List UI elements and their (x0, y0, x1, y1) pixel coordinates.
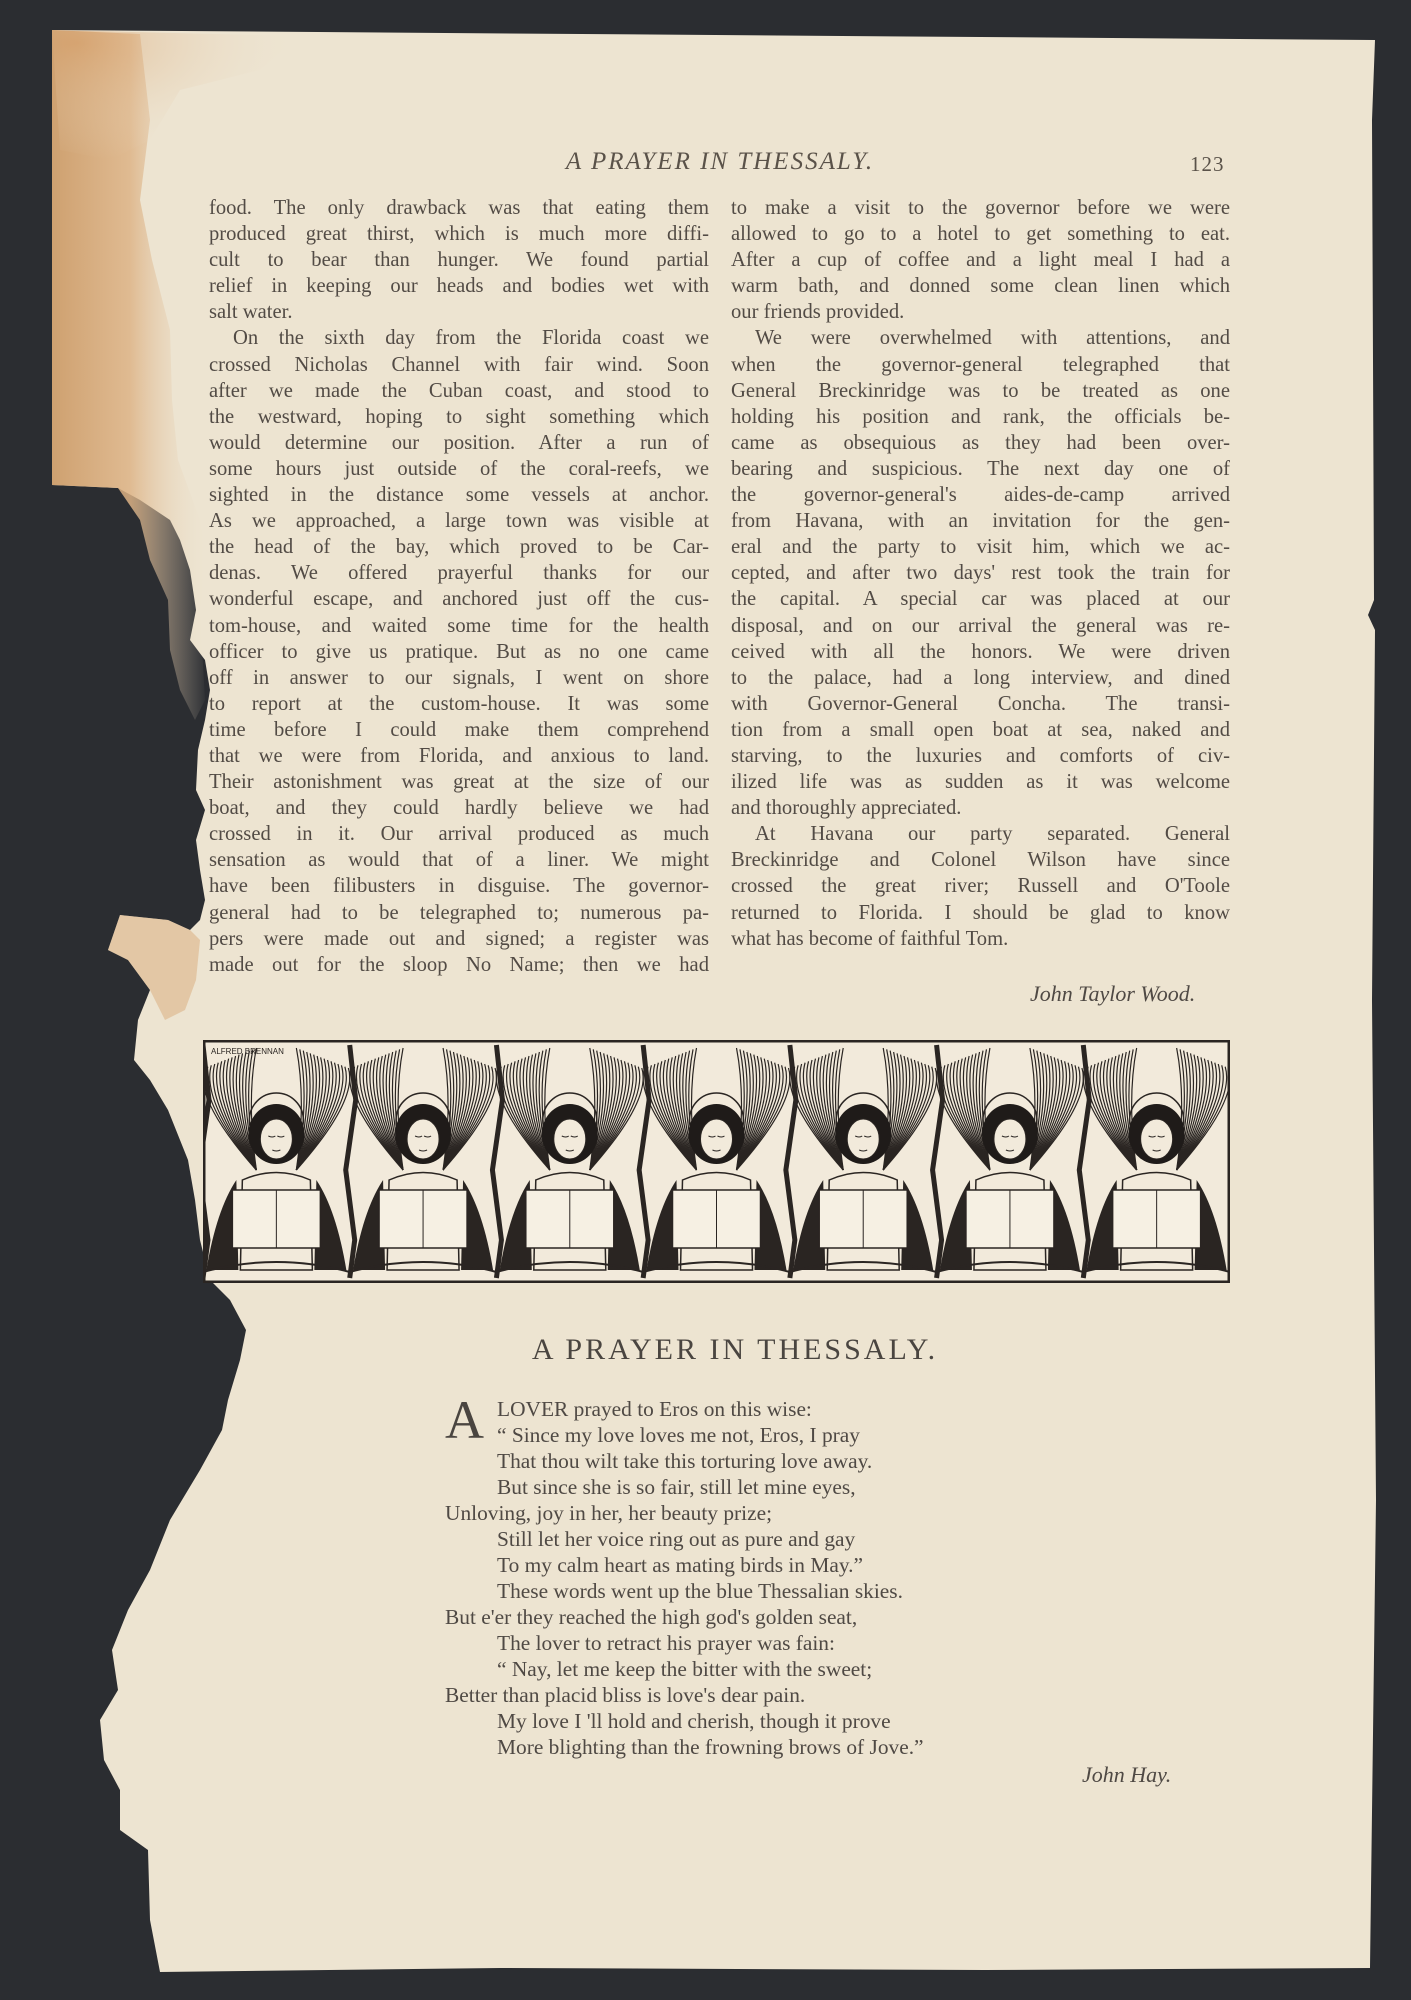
running-title: A PRAYER IN THESSALY. (565, 148, 875, 175)
article-line: with Governor-General Concha. The transi- (731, 692, 1230, 715)
poem-line: Better than placid bliss is love's dear pain. (445, 1683, 806, 1707)
article-line: after we made the Cuban coast, and stood to (209, 379, 709, 402)
poem-line: To my calm heart as mating birds in May.” (497, 1553, 864, 1577)
article-line: the westward, hoping to sight something which (209, 405, 709, 428)
poem-body (445, 1396, 1065, 1760)
article-line: our friends provided. (731, 301, 905, 324)
poem-author-signature: John Hay. (1082, 1762, 1172, 1787)
poem-line: Unloving, joy in her, her beauty prize; (445, 1501, 773, 1525)
poem-line: Still let her voice ring out as pure and gay (497, 1527, 856, 1551)
article-line: Their astonishment was great at the size of our (209, 771, 709, 794)
article-line: ilized life was as sudden as it was welcome (731, 771, 1230, 794)
article-line: returned to Florida. I should be glad to know (731, 901, 1230, 924)
article-line: some hours just outside of the coral-reefs, we (209, 457, 709, 480)
article-line: On the sixth day from the Florida coast we (233, 327, 709, 350)
article-line: pers were made out and signed; a register was (209, 927, 709, 950)
article-line: We were overwhelmed with attentions, and (755, 327, 1230, 350)
article-line: starving, to the luxuries and comforts of civ- (731, 744, 1230, 767)
article-line: cult to bear than hunger. We found partial (209, 249, 709, 272)
article-author-signature: John Taylor Wood. (1030, 981, 1196, 1006)
article-line: disposal, and on our arrival the general was re- (731, 614, 1230, 637)
poem-line: But e'er they reached the high god's golden seat, (445, 1605, 858, 1629)
article-line: tion from a small open boat at sea, naked and (731, 718, 1230, 741)
article-line: to report at the custom-house. It was some (209, 692, 709, 715)
article-line: officer to give us pratique. But as no one came (209, 640, 709, 663)
poem-line: That thou wilt take this torturing love away. (497, 1449, 873, 1473)
article-line: time before I could make them comprehend (209, 718, 709, 741)
article-line: and thoroughly appreciated. (731, 797, 962, 820)
poem-line: But since she is so fair, still let mine eyes, (497, 1475, 856, 1499)
article-line: ceived with all the honors. We were driven (731, 640, 1230, 663)
article-line: have been filibusters in disguise. The governor- (209, 875, 709, 898)
poem-line: These words went up the blue Thessalian skies. (497, 1579, 903, 1603)
article-line: made out for the sloop No Name; then we had (209, 953, 709, 976)
poem-line: More blighting than the frowning brows of Jove.” (497, 1735, 924, 1759)
article-line: what has become of faithful Tom. (731, 927, 1009, 950)
article-line: sensation as would that of a liner. We might (209, 849, 709, 872)
article-line: to the palace, had a long interview, and dined (731, 666, 1230, 689)
poem-dropcap: A (445, 1390, 484, 1450)
article-left-column (209, 195, 709, 978)
article-line: cepted, and after two days' rest took the train for (731, 562, 1230, 585)
article-line: crossed the great river; Russell and O'Toole (731, 875, 1230, 898)
article-line: eral and the party to visit him, which we ac- (731, 536, 1230, 559)
article-line: the head of the bay, which proved to be Car- (209, 536, 709, 559)
poem-line: “ Since my love loves me not, Eros, I pray (497, 1423, 860, 1447)
article-line: denas. We offered prayerful thanks for our (209, 562, 709, 585)
article-line: the capital. A special car was placed at our (731, 588, 1230, 611)
article-line: boat, and they could hardly believe we had (209, 797, 709, 820)
article-line: the governor-general's aides-de-camp arrived (731, 484, 1230, 507)
article-line: crossed in it. Our arrival produced as much (209, 823, 709, 846)
article-line: food. The only drawback was that eating them (209, 197, 709, 219)
article-line: At Havana our party separated. General (755, 823, 1230, 846)
article-line: crossed Nicholas Channel with fair wind. Soon (209, 353, 709, 376)
article-line: general had to be telegraphed to; numerous pa- (209, 901, 709, 924)
article-line: from Havana, with an invitation for the gen- (731, 510, 1230, 533)
poem-line: “ Nay, let me keep the bitter with the sweet; (497, 1657, 873, 1681)
article-line: holding his position and rank, the officials be- (731, 405, 1230, 428)
article-line: allowed to go to a hotel to get something to eat. (731, 223, 1230, 246)
article-line: that we were from Florida, and anxious to land. (209, 744, 709, 767)
article-line: After a cup of coffee and a light meal I had a (731, 249, 1230, 272)
poem-line: LOVER prayed to Eros on this wise: (497, 1397, 812, 1421)
article-line: came as obsequious as they had been over- (731, 431, 1230, 454)
article-line: As we approached, a large town was visible at (209, 510, 709, 533)
angel-choir-illustration (203, 1040, 1230, 1283)
article-line: wonderful escape, and anchored just off the cus- (209, 588, 709, 611)
poem-line: The lover to retract his prayer was fain: (497, 1631, 835, 1655)
article-line: would determine our position. After a run of (209, 431, 709, 454)
article-line: to make a visit to the governor before we were (731, 197, 1230, 219)
article-line: General Breckinridge was to be treated as one (731, 379, 1230, 402)
article-line: tom-house, and waited some time for the health (209, 614, 709, 637)
poem-line: My love I 'll hold and cherish, though it prove (497, 1709, 891, 1733)
article-line: Breckinridge and Colonel Wilson have since (731, 849, 1230, 872)
article-line: salt water. (209, 301, 293, 324)
illustration-artist-signature: ALFRED BRENNAN (211, 1047, 284, 1056)
article-line: when the governor-general telegraphed that (731, 353, 1230, 376)
article-line: sighted in the distance some vessels at anchor. (209, 484, 709, 507)
article-line: bearing and suspicious. The next day one of (731, 457, 1230, 480)
poem-title: A PRAYER IN THESSALY. (531, 1333, 939, 1366)
article-line: relief in keeping our heads and bodies wet with (209, 275, 709, 298)
page-number: 123 (1190, 152, 1225, 176)
article-line: warm bath, and donned some clean linen which (731, 275, 1230, 298)
article-line: off in answer to our signals, I went on shore (209, 666, 709, 689)
article-line: produced great thirst, which is much more diffi- (209, 223, 709, 246)
article-right-column (731, 195, 1230, 952)
